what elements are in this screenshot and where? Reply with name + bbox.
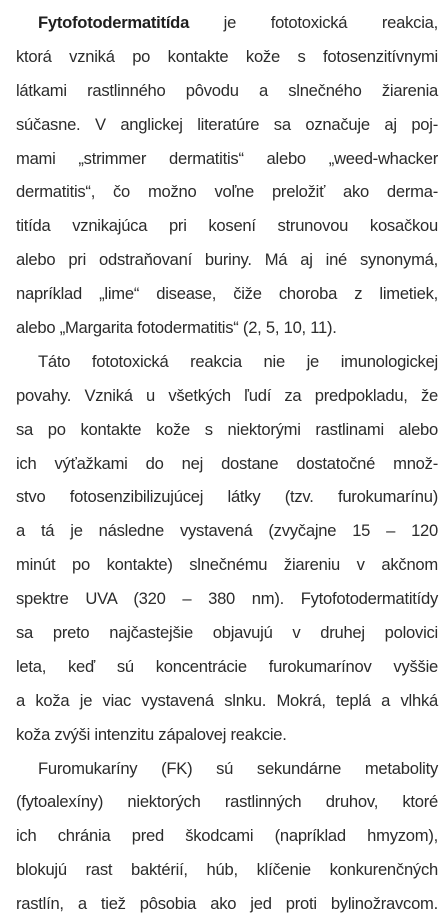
text-line: stvo fotosenzibilizujúcej látky (tzv. furokumarínu) (16, 487, 438, 507)
text-line: sa po kontakte kože s niektorými rastlinami alebo (16, 419, 438, 439)
text-line: leta, keď sú koncentrácie furokumarínov vyššie (16, 656, 438, 676)
text-line-last: alebo „Margarita fotodermatitis“ (2, 5, 10, 11). (16, 318, 337, 338)
text-line-fragment: je fototoxická reakcia, (189, 13, 438, 32)
text-line: titída vznikajúca pri kosení strunovou kosačkou (16, 216, 438, 236)
text-line: blokujú rast baktérií, húb, klíčenie konkurenčných (16, 860, 438, 880)
text-line: Táto fototoxická reakcia nie je imunologickej (38, 351, 438, 371)
text-line: ich výťažkami do nej dostane dostatočné množ- (16, 453, 438, 473)
paragraph-2 (16, 345, 438, 752)
text-line: Furomukaríny (FK) sú sekundárne metabolity (38, 758, 438, 778)
text-line: rastlín, a tiež pôsobia ako jed proti bylinožravcom. (16, 894, 438, 914)
text-line: povahy. Vzniká u všetkých ľudí za predpokladu, že (16, 385, 438, 405)
paragraph-1 (16, 6, 438, 345)
text-line: alebo pri odstraňovaní buriny. Má aj iné synonymá, (16, 250, 438, 270)
text-line: ich chránia pred škodcami (napríklad hmyzom), (16, 826, 438, 846)
text-line: súčasne. V anglickej literatúre sa označuje aj poj- (16, 114, 438, 134)
text-line: mami „strimmer dermatitis“ alebo „weed-whacker (16, 148, 438, 168)
text-line: ktorá vzniká po kontakte kože s fotosenzitívnymi (16, 46, 438, 66)
text-line: napríklad „lime“ disease, čiže choroba z limetiek, (16, 284, 438, 304)
text-line: (fytoalexíny) niektorých rastlinných druhov, ktoré (16, 792, 438, 812)
text-line (16, 6, 438, 40)
paragraph-3 (16, 752, 438, 921)
text-line: a tá je následne vystavená (zvyčajne 15 – 120 (16, 521, 438, 541)
text-line: a koža je viac vystavená slnku. Mokrá, teplá a vlhká (16, 690, 438, 710)
text-line: látkami rastlinného pôvodu a slnečného žiarenia (16, 80, 438, 100)
text-line: spektre UVA (320 – 380 nm). Fytofotodermatitídy (16, 589, 438, 609)
term-fytofotodermatitida: Fytofotodermatitída (38, 13, 190, 32)
text-line: sa preto najčastejšie objavujú v druhej polovici (16, 623, 438, 643)
text-line-last: koža zvýši intenzitu zápalovej reakcie. (16, 724, 287, 744)
text-line: minút po kontakte) slnečnému žiareniu v akčnom (16, 555, 438, 575)
text-line: dermatitis“, čo možno voľne preložiť ako derma- (16, 182, 438, 202)
